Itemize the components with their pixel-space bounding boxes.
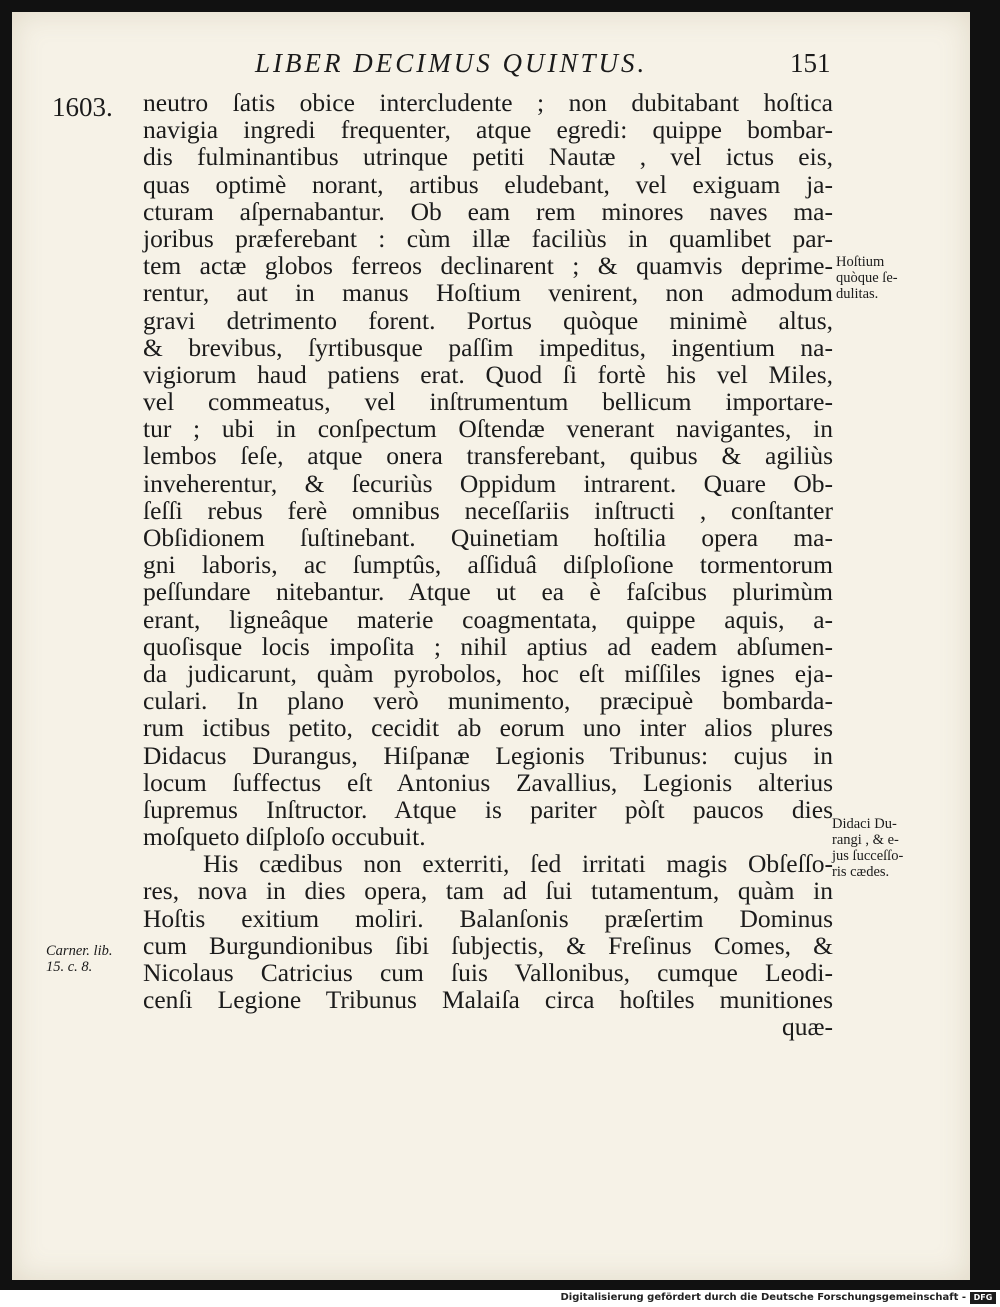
text-line: culari. In plano verò munimento, præcipuè bombarda- <box>143 686 833 716</box>
text-line: rentur, aut in manus Hoſtium venirent, non admodum <box>143 278 833 308</box>
page-number: 151 <box>790 48 831 78</box>
text-line: quoſisque locis impoſita ; nihil aptius ad eadem abſumen- <box>143 631 833 661</box>
note-line: Didaci Du- <box>832 816 897 832</box>
text-line: ſupremus Inſtructor. Atque is pariter pòſt paucos dies <box>143 794 833 824</box>
text-line: erant, ligneâque materie coagmentata, quippe aquis, a- <box>143 604 833 634</box>
text-line: navigia ingredi frequenter, atque egredi: quippe bombar- <box>143 115 833 145</box>
note-line: dulitas. <box>836 286 879 302</box>
text-line: vel commeatus, vel inſtrumentum bellicum importare- <box>143 387 833 417</box>
text-line: gravi detrimento forent. Portus quòque minimè altus, <box>143 305 833 335</box>
note-line: jus ſucceſſo- <box>832 848 904 864</box>
text-line: Hoſtis exitium moliri. Balanſonis præſertim Dominus <box>143 903 833 933</box>
note-line: rangi , & e- <box>832 832 899 848</box>
text-line: Didacus Durangus, Hiſpanæ Legionis Tribunus: cujus in <box>143 740 833 770</box>
note-line: Hoſtium <box>836 254 885 270</box>
body-text <box>143 89 833 1041</box>
text-line: joribus præferebant : cùm illæ faciliùs in quamlibet par- <box>143 223 833 253</box>
text-line: quas optimè norant, artibus eludebant, vel exiguam ja- <box>143 169 833 199</box>
catchword: quæ- <box>782 1012 833 1042</box>
text-line: tur ; ubi in conſpectum Oſtendæ venerant navigantes, in <box>143 414 833 444</box>
text-line: dis fulminantibus utrinque petiti Nautæ , vel ictus eis, <box>143 142 833 172</box>
text-line: locum ſuffectus eſt Antonius Zavallius, Legionis alterius <box>143 767 833 797</box>
text-line: ſeſſi rebus ferè omnibus neceſſariis inſtructi , conſtanter <box>143 495 833 525</box>
note-line: Carner. lib. <box>46 943 113 959</box>
footer-credit: Digitalisierung gefördert durch die Deutsche Forschungsgemeinschaft - <box>560 1292 966 1303</box>
text-line: rum ictibus petito, cecidit ab eorum uno inter alios plures <box>143 713 833 743</box>
margin-year: 1603. <box>52 92 113 122</box>
text-line: lembos ſeſe, atque onera transferebant, quibus & agiliùs <box>143 441 833 471</box>
text-line: neutro ſatis obice intercludente ; non dubitabant hoſtica <box>143 88 833 117</box>
text-line: res, nova in dies opera, tam ad ſui tutamentum, quàm in <box>143 876 833 906</box>
text-line: Obſidionem ſuſtinebant. Quinetiam hoſtilia opera ma- <box>143 523 833 552</box>
text-line: inveherentur, & ſecuriùs Oppidum intrarent. Quare Ob- <box>143 468 833 498</box>
running-head: LIBER DECIMUS QUINTUS. <box>255 48 648 78</box>
text-line: gni laboris, ac ſumptûs, aſſiduâ diſploſione tormentorum <box>143 550 833 580</box>
dfg-logo: DFG <box>970 1292 996 1304</box>
text-line: tem actæ globos ferreos declinarent ; & quamvis deprime- <box>143 251 833 281</box>
text-line: da judicarunt, quàm pyrobolos, hoc eſt miſſiles ignes eja- <box>143 658 833 688</box>
text-line: cum Burgundionibus ſibi ſubjectis, & Freſinus Comes, & <box>143 930 833 960</box>
text-line: His cædibus non exterriti, ſed irritati magis Obſeſſo- <box>203 849 833 879</box>
note-line: ris cædes. <box>832 864 890 880</box>
text-line: cenſi Legione Tribunus Malaiſa circa hoſtiles munitiones <box>143 985 833 1015</box>
text-line: vigiorum haud patiens erat. Quod ſi fortè his vel Miles, <box>143 359 833 389</box>
note-line: 15. c. 8. <box>46 959 93 975</box>
text-line: & brevibus, ſyrtibusque paſſim impeditus, ingentium na- <box>143 332 833 362</box>
note-line: quòque ſe- <box>836 270 898 286</box>
text-line: peſſundare nitebantur. Atque ut ea è faſcibus plurimùm <box>143 577 833 607</box>
marginal-note-hostium <box>836 254 898 302</box>
marginal-note-carner <box>46 943 112 975</box>
text-line: moſqueto diſploſo occubuit. <box>143 822 426 852</box>
marginal-note-didaci <box>832 816 903 880</box>
text-line: cturam aſpernabantur. Ob eam rem minores naves ma- <box>143 196 833 226</box>
text-line: Nicolaus Catricius cum ſuis Vallonibus, cumque Leodi- <box>143 958 833 987</box>
